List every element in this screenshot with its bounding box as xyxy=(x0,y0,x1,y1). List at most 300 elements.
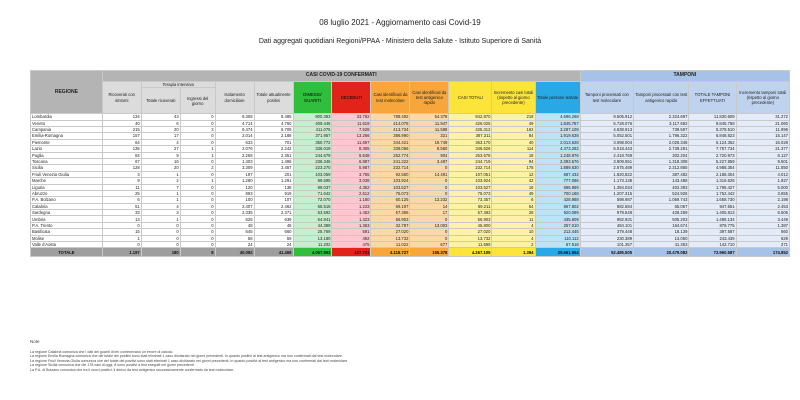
table-cell: 11.850 xyxy=(736,165,789,171)
table-cell: 53.592 xyxy=(293,210,332,216)
table-cell: 800.393 xyxy=(293,114,332,120)
table-cell: 6 xyxy=(102,197,141,203)
table-cell: 201 xyxy=(254,171,293,177)
table-cell: 3.098.004 xyxy=(580,139,633,145)
table-cell: 696.969 xyxy=(535,184,580,190)
table-cell: 57.366 xyxy=(371,210,410,216)
table-cell: 28 xyxy=(492,210,535,216)
table-cell: 4.696.268 xyxy=(535,114,580,120)
col-header-totale-ricoverati-ti: Totale ricoverati xyxy=(141,88,180,114)
table-cell: 134 xyxy=(102,114,141,120)
table-cell: 212.445 xyxy=(535,229,580,235)
table-cell: 13.050 xyxy=(634,235,689,241)
table-cell: 2.312.865 xyxy=(634,165,689,171)
table-cell: 155.378 xyxy=(410,248,449,257)
table-cell: 2.720.973 xyxy=(689,152,736,158)
table-cell: 13.232 xyxy=(410,197,449,203)
group-header-casi-confermati: CASI COVID-19 CONFERMATI xyxy=(102,71,580,82)
table-cell: 1 xyxy=(141,171,180,177)
table-cell: 1.387 xyxy=(736,222,789,228)
table-cell: 73.357 xyxy=(449,197,492,203)
table-cell: 2.418.769 xyxy=(580,152,633,158)
table-cell: 9 xyxy=(102,178,141,184)
table-cell: 1.394 xyxy=(492,248,535,257)
table-cell: 75.073 xyxy=(371,190,410,196)
table-cell: 11.619 xyxy=(332,120,371,126)
table-cell: 1.207.315 xyxy=(580,190,633,196)
region-name-cell: Campania xyxy=(31,126,103,132)
table-cell: 33 xyxy=(102,210,141,216)
table-cell: 101.357 xyxy=(580,242,633,248)
col-header-attualmente-positivi: Totale attualmente positivi xyxy=(254,82,293,114)
table-cell: 0 xyxy=(410,190,449,196)
table-cell: 127.731 xyxy=(332,248,371,257)
table-cell: 13.003 xyxy=(410,222,449,228)
page-subtitle: Dati aggregati quotidiani Regioni/PPAA - Ministero della Salute - Istituto Superiore di Sanità xyxy=(258,38,542,45)
table-cell: 9 xyxy=(141,152,180,158)
region-name-cell: P.A. Bolzano xyxy=(31,197,103,203)
table-cell: 904 xyxy=(410,152,449,158)
table-cell: 41.469 xyxy=(254,248,293,257)
table-cell: 257.010 xyxy=(535,222,580,228)
table-cell: 67 xyxy=(102,158,141,164)
table-cell: 0 xyxy=(410,216,449,222)
table-cell: 4.012 xyxy=(736,171,789,177)
table-cell: 135 xyxy=(102,146,141,152)
table-cell: 2.076 xyxy=(215,146,254,152)
table-cell: 215 xyxy=(102,126,141,132)
table-cell: 142.710 xyxy=(689,242,736,248)
table-cell: 2.512 xyxy=(332,190,371,196)
table-cell: 27.020 xyxy=(449,229,492,235)
col-header-dimessi-guariti: DIMESSI/ GUARITI xyxy=(293,82,332,114)
table-cell: 4.714 xyxy=(215,120,254,126)
table-cell: 11.202 xyxy=(293,242,332,248)
note-line: La regione Calabria comunica che i dati dei guariti di ieri contenevano un errore di calcolo. xyxy=(30,349,174,354)
table-cell: 14 xyxy=(410,203,449,209)
table-cell: 4.473.282 xyxy=(535,146,580,152)
notes-title: Note xyxy=(30,339,40,344)
table-cell: 1.405.813 xyxy=(689,210,736,216)
table-cell: 1.180 xyxy=(332,197,371,203)
table-cell: 625 xyxy=(215,216,254,222)
table-cell: 271 xyxy=(736,242,789,248)
table-cell: 8.560 xyxy=(410,146,449,152)
table-cell: 426.025 xyxy=(449,120,492,126)
table-cell: 138 xyxy=(254,184,293,190)
table-cell: 0 xyxy=(180,114,215,120)
table-cell: 6.709 xyxy=(254,126,293,132)
table-cell: 387.311 xyxy=(449,133,492,139)
table-cell: 3.497 xyxy=(410,158,449,164)
table-cell: 402.393 xyxy=(634,184,689,190)
table-cell: 677 xyxy=(410,242,449,248)
table-cell: 72.070 xyxy=(293,197,332,203)
table-cell: 492 xyxy=(332,235,371,241)
table-cell: 157 xyxy=(102,133,141,139)
table-cell: 174.852 xyxy=(736,248,789,257)
col-header-casi-antigenico: Casi identificati da test antigenico rapido xyxy=(410,82,449,114)
table-cell: 0 xyxy=(410,165,449,171)
table-cell: 2.371 xyxy=(254,210,293,216)
table-cell: 15 xyxy=(102,229,141,235)
table-cell: 11.947 xyxy=(410,120,449,126)
table-cell: 18 xyxy=(492,152,535,158)
table-cell: 0 xyxy=(180,235,215,241)
table-cell: 777.086 xyxy=(535,178,580,184)
region-name-cell: Toscana xyxy=(31,158,103,164)
table-cell: 1.059.743 xyxy=(634,197,689,203)
table-cell: 20 xyxy=(141,165,180,171)
table-cell: 43 xyxy=(141,114,180,120)
table-cell: 2 xyxy=(180,165,215,171)
table-cell: 1 xyxy=(141,216,180,222)
table-cell: 0 xyxy=(180,133,215,139)
table-cell: 0 xyxy=(141,229,180,235)
table-cell: 56.903 xyxy=(371,216,410,222)
table-cell: 8 xyxy=(180,248,215,257)
table-cell: 58 xyxy=(215,235,254,241)
region-name-cell: Sicilia xyxy=(31,165,103,171)
table-cell: 49 xyxy=(492,120,535,126)
table-cell: 1.248.976 xyxy=(535,152,580,158)
table-cell: 2.335 xyxy=(215,210,254,216)
table-cell: 1.363 xyxy=(332,222,371,228)
table-cell: 3.909.551 xyxy=(580,158,633,164)
col-header-casi-totali: CASI TOTALI xyxy=(449,82,492,114)
table-cell: 338.066 xyxy=(371,146,410,152)
table-cell: 475 xyxy=(332,242,371,248)
table-cell: 21.377 xyxy=(736,146,789,152)
table-cell: 5.052.501 xyxy=(580,133,633,139)
table-cell: 700.168 xyxy=(535,190,580,196)
table-cell: 33.782 xyxy=(332,114,371,120)
table-cell: 387.482 xyxy=(634,171,689,177)
table-cell: 4.057.993 xyxy=(293,248,332,257)
table-cell: 0 xyxy=(141,235,180,241)
table-cell: 84 xyxy=(102,152,141,158)
table-cell: 11.996 xyxy=(736,126,789,132)
region-name-cell: Marche xyxy=(31,178,103,184)
table-cell: 397.587 xyxy=(689,229,736,235)
table-cell: 0 xyxy=(180,216,215,222)
table-cell: 350.772 xyxy=(293,139,332,145)
table-cell: 11.830.609 xyxy=(689,114,736,120)
table-cell: 6.127 xyxy=(736,152,789,158)
table-cell: 8.308 xyxy=(215,114,254,120)
note-line: La regione Sicilia comunica che dei 178 casi di oggi, 8 sono positivi a test eseguiti nei giorni precedenti. xyxy=(30,363,195,368)
table-cell: 6.887 xyxy=(332,158,371,164)
table-cell: 1.927 xyxy=(736,178,789,184)
table-cell: 426.269 xyxy=(634,210,689,216)
table-cell: 54.841 xyxy=(293,216,332,222)
table-cell: 103.527 xyxy=(449,184,492,190)
col-group-terapia-intensiva: Terapia intensiva xyxy=(141,82,215,88)
table-cell: 3.655 xyxy=(736,190,789,196)
note-line: La regione Friuli Venezia Giulia comunica che del totale dei positivi sono stati eliminati 1 caso dichiarato nei giorni precedenti. In quanto positivi al test antigenico ma non confermati dal test molecolare. xyxy=(30,358,349,363)
table-cell: 3.117.682 xyxy=(634,120,689,126)
table-cell: 660 xyxy=(736,229,789,235)
region-name-cell: Sardegna xyxy=(31,210,103,216)
table-cell: 25.769 xyxy=(293,229,332,235)
table-cell: 435.609 xyxy=(535,216,580,222)
table-cell: 13 xyxy=(102,216,141,222)
col-header-persone-testate: Totale persone testate xyxy=(535,82,580,114)
table-cell: 13.266 xyxy=(332,133,371,139)
table-cell: 9.501 xyxy=(736,158,789,164)
table-cell: 18.749 xyxy=(410,139,449,145)
table-cell: 0 xyxy=(410,229,449,235)
table-cell: 411.075 xyxy=(293,126,332,132)
table-cell: 1.394.034 xyxy=(580,184,633,190)
table-cell: 701 xyxy=(254,139,293,145)
table-cell: 2.393.576 xyxy=(535,158,580,164)
table-cell: 598.987 xyxy=(580,197,633,203)
table-cell: 56.903 xyxy=(449,216,492,222)
table-cell: 103.924 xyxy=(371,178,410,184)
table-cell: 27.020 xyxy=(371,229,410,235)
table-cell: 67.518 xyxy=(535,242,580,248)
table-cell: 0 xyxy=(180,222,215,228)
table-cell: 1.845.787 xyxy=(535,120,580,126)
region-name-cell: Molise xyxy=(31,235,103,241)
table-cell: 57.383 xyxy=(449,210,492,216)
table-cell: 65.067 xyxy=(634,203,689,209)
table-cell: 0 xyxy=(180,158,215,164)
table-cell: 2.407 xyxy=(215,203,254,209)
table-cell: 919 xyxy=(254,190,293,196)
col-header-ingressi-giorno: Ingressi del giorno xyxy=(180,88,215,114)
table-cell: 11.022 xyxy=(371,242,410,248)
table-cell: 244.679 xyxy=(293,152,332,158)
table-cell: 3 xyxy=(141,210,180,216)
col-header-incremento-tamponi: Incremento tamponi totali (rispetto al giorno precedente) xyxy=(736,82,789,114)
table-cell: 11 xyxy=(492,216,535,222)
table-cell: 69.211 xyxy=(449,203,492,209)
table-cell: 219 xyxy=(492,114,535,120)
table-cell: 92.560 xyxy=(371,171,410,177)
table-cell: 0 xyxy=(180,139,215,145)
table-cell: 232.714 xyxy=(371,165,410,171)
table-cell: 5.124.352 xyxy=(689,139,736,145)
table-cell: 4.352 xyxy=(332,184,371,190)
note-line: La regione Emilia Romagna comunica che del totale dei positivi sono stati eliminati 1 caso dichiarato nei giorni precedenti. In quanto positivi al test antigenico ma non confermati dal test molecolare. xyxy=(30,354,343,359)
table-cell: 244.719 xyxy=(449,158,492,164)
table-cell: 0 xyxy=(180,242,215,248)
table-cell: 10 xyxy=(492,229,535,235)
table-cell: 344.421 xyxy=(371,139,410,145)
table-cell: 60.125 xyxy=(371,197,410,203)
table-cell: 645 xyxy=(215,229,254,235)
table-cell: 1 xyxy=(180,146,215,152)
table-cell: 302.204 xyxy=(634,152,689,158)
table-cell: 17 xyxy=(410,210,449,216)
table-cell: 0 xyxy=(141,242,180,248)
table-cell: 0 xyxy=(180,120,215,126)
table-cell: 99.595 xyxy=(293,178,332,184)
table-cell: 11 xyxy=(102,184,141,190)
table-cell: 40.092 xyxy=(215,248,254,257)
table-cell: 591 xyxy=(332,229,371,235)
table-cell: 1.889.630 xyxy=(535,165,580,171)
table-cell: 8.485 xyxy=(254,114,293,120)
table-cell: 2.242 xyxy=(254,146,293,152)
table-cell: 1.796.322 xyxy=(634,133,689,139)
table-cell: 6.848.823 xyxy=(689,133,736,139)
table-cell: 8.845.758 xyxy=(689,120,736,126)
table-cell: 103.924 xyxy=(449,178,492,184)
table-cell: 59 xyxy=(254,235,293,241)
col-header-tamponi-molecolare: Tamponi processati con test molecolare xyxy=(580,82,633,114)
table-cell: 0 xyxy=(410,178,449,184)
table-cell: 3.449 xyxy=(736,216,789,222)
table-cell: 979.548 xyxy=(580,210,633,216)
col-header-totale-tamponi: TOTALE TAMPONI EFFETTUATI xyxy=(689,82,736,114)
table-cell: 114 xyxy=(492,146,535,152)
table-cell: 25 xyxy=(102,190,141,196)
table-cell: 3.785 xyxy=(332,171,371,177)
table-cell: 2.453 xyxy=(736,203,789,209)
table-cell: 11.588 xyxy=(410,126,449,132)
table-cell: 4 xyxy=(141,203,180,209)
table-cell: 371.957 xyxy=(293,133,332,139)
table-cell: 180 xyxy=(141,248,180,257)
region-name-cell: Puglia xyxy=(31,152,103,158)
table-cell: 31.272 xyxy=(736,114,789,120)
table-cell: 40 xyxy=(102,120,141,126)
table-cell: 1 xyxy=(102,235,141,241)
table-cell: 243.439 xyxy=(689,235,736,241)
table-cell: 2.351 xyxy=(254,152,293,158)
col-header-deceduti: DECEDUTI xyxy=(332,82,371,114)
table-cell: 0 xyxy=(180,197,215,203)
region-name-cell: Lazio xyxy=(31,146,103,152)
table-cell: 1.752.442 xyxy=(689,190,736,196)
table-cell: 3.038 xyxy=(332,178,371,184)
table-cell: 54 xyxy=(492,203,535,209)
table-cell: 103.059 xyxy=(293,171,332,177)
table-cell: 64 xyxy=(102,139,141,145)
table-cell: 48 xyxy=(254,222,293,228)
table-cell: 107 xyxy=(254,197,293,203)
total-row xyxy=(31,248,790,257)
col-header-incremento-casi: Incremento casi totali (rispetto al giorno precedente) xyxy=(492,82,535,114)
table-cell: 13.732 xyxy=(371,235,410,241)
table-cell: 4 xyxy=(492,222,535,228)
table-cell: 2.188.304 xyxy=(689,171,736,177)
table-cell: 20 xyxy=(141,126,180,132)
table-cell: 16 xyxy=(492,184,535,190)
table-cell: 71.642 xyxy=(293,190,332,196)
table-cell: 44.389 xyxy=(293,222,332,228)
table-cell: 18.139 xyxy=(634,229,689,235)
table-cell: 40 xyxy=(492,139,535,145)
table-cell: 660 xyxy=(254,229,293,235)
col-header-casi-molecolare: Casi identificati da test molecolare xyxy=(371,82,410,114)
table-cell: 4.988.354 xyxy=(689,165,736,171)
table-cell: 5.378.510 xyxy=(689,126,736,132)
region-name-cell: Abruzzo xyxy=(31,190,103,196)
table-cell: 0 xyxy=(180,229,215,235)
region-name-cell: Valle d'Aosta xyxy=(31,242,103,248)
covid-data-table xyxy=(30,70,790,257)
table-cell: 1.820.822 xyxy=(580,171,633,177)
table-cell: 6 xyxy=(492,197,535,203)
table-cell: 45.800 xyxy=(449,222,492,228)
table-cell: 425.312 xyxy=(449,126,492,132)
table-cell: 920.089 xyxy=(535,210,580,216)
table-cell: 484.101 xyxy=(580,222,633,228)
table-cell: 3 xyxy=(180,126,215,132)
table-cell: 505.203 xyxy=(634,216,689,222)
table-cell: 1.486 xyxy=(254,158,293,164)
table-cell: 5.018.443 xyxy=(580,146,633,152)
table-cell: 639 xyxy=(254,216,293,222)
table-cell: 110.112 xyxy=(535,235,580,241)
col-header-ricoverati: Ricoverati con sintomi xyxy=(102,82,141,114)
table-cell: 1.291 xyxy=(254,178,293,184)
table-cell: 1 xyxy=(180,152,215,158)
table-cell: 230.389 xyxy=(580,235,633,241)
table-cell: 363.170 xyxy=(449,139,492,145)
table-cell: 1.452 xyxy=(332,210,371,216)
region-name-cell: Piemonte xyxy=(31,139,103,145)
region-name-cell: Lombardia xyxy=(31,114,103,120)
table-cell: 2.258 xyxy=(215,152,254,158)
table-cell: 178 xyxy=(492,165,535,171)
table-cell: 9.505.912 xyxy=(580,114,633,120)
table-cell: 15.028 xyxy=(736,139,789,145)
table-cell: 16 xyxy=(141,158,180,164)
table-cell: 13.180 xyxy=(293,235,332,241)
table-cell: 379.448 xyxy=(580,229,633,235)
table-cell: 7.528 xyxy=(332,126,371,132)
table-cell: 0 xyxy=(410,184,449,190)
table-cell: 4 xyxy=(492,235,535,241)
table-cell: 11.697 xyxy=(332,139,371,145)
table-cell: 241.222 xyxy=(371,158,410,164)
table-cell: 1.658.730 xyxy=(689,197,736,203)
table-cell: 629 xyxy=(736,235,789,241)
table-cell: 25.661.554 xyxy=(535,248,580,257)
table-cell: 2.188 xyxy=(254,133,293,139)
region-name-cell: Emilia-Romagna xyxy=(31,133,103,139)
table-cell: 223.270 xyxy=(293,165,332,171)
table-cell: 107.051 xyxy=(449,171,492,177)
table-cell: 1.796.427 xyxy=(689,184,736,190)
table-cell: 336.019 xyxy=(293,146,332,152)
table-cell: 24 xyxy=(254,242,293,248)
col-header-isolamento: Isolamento domiciliare xyxy=(215,82,254,114)
table-body xyxy=(31,114,790,257)
region-name-cell: Veneto xyxy=(31,120,103,126)
table-cell: 1.173.138 xyxy=(580,178,633,184)
table-cell: 0 xyxy=(180,184,215,190)
table-cell: 524.926 xyxy=(634,190,689,196)
table-cell: 3.457 xyxy=(254,165,293,171)
table-cell: 0 xyxy=(180,203,215,209)
table-cell: 4.760 xyxy=(254,120,293,126)
table-cell: 1.318.308 xyxy=(634,158,689,164)
table-cell: 321 xyxy=(410,133,449,139)
table-cell: 4.638.913 xyxy=(580,126,633,132)
table-cell: 0 xyxy=(102,222,141,228)
region-name-cell: Friuli Venezia Giulia xyxy=(31,171,103,177)
table-cell: 982.931 xyxy=(580,216,633,222)
covid-table-container xyxy=(30,70,790,257)
note-line: La P.A. di Bolzano comunica che tra il nuovi positivi, il derivo da test antigenico successivamente confermato da test molecolare. xyxy=(30,367,235,372)
table-cell: 236.346 xyxy=(293,158,332,164)
